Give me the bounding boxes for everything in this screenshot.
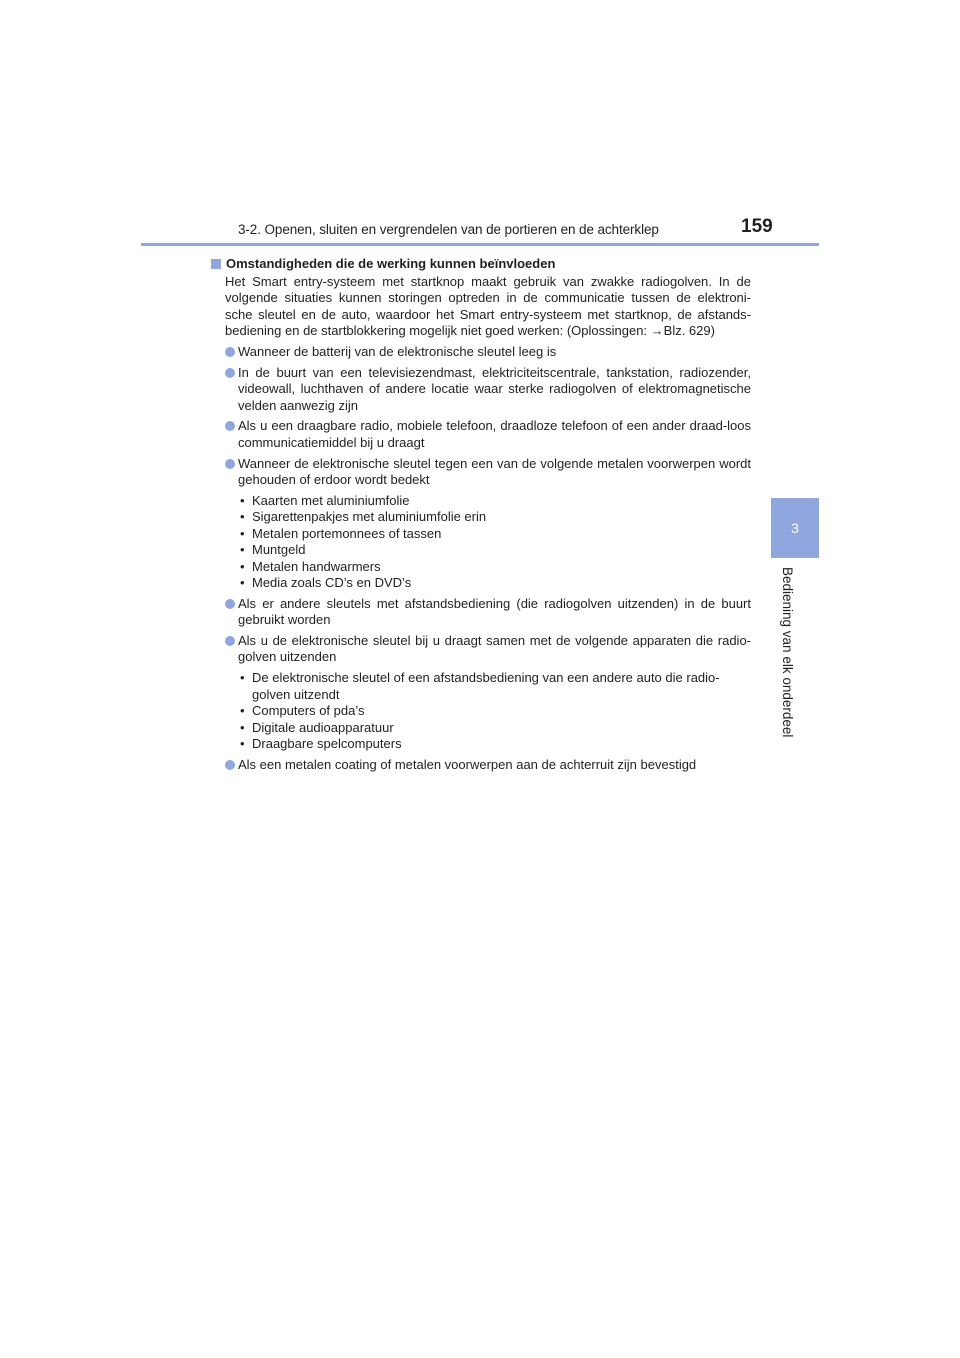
condition-list xyxy=(209,344,751,773)
running-header: 3-2. Openen, sluiten en vergrendelen van de portieren en de achterklep xyxy=(238,222,659,237)
bullet-circle-icon xyxy=(225,459,235,469)
bullet-circle-icon xyxy=(225,368,235,378)
list-item-text: Als u de elektronische sleutel bij u draagt samen met de volgende apparaten die radio-golven uitzenden xyxy=(238,633,751,665)
list-item xyxy=(209,365,751,414)
sub-list-item xyxy=(238,720,751,736)
sub-list-item-text: De elektronische sleutel of een afstandsbediening van een andere auto die radio-golven uitzendt xyxy=(252,670,720,702)
sub-list-item xyxy=(238,575,751,591)
chapter-side-label: Bediening van elk onderdeel xyxy=(780,567,795,738)
list-item xyxy=(209,596,751,629)
dot-icon: • xyxy=(240,575,245,591)
sub-list-item-text: Muntgeld xyxy=(252,542,306,558)
list-item xyxy=(209,456,751,592)
list-item xyxy=(209,757,751,773)
page-content xyxy=(209,255,751,773)
intro-line: Het Smart entry-systeem met startknop maakt gebruik van zwakke radiogolven. In de xyxy=(225,274,751,289)
sub-list-item xyxy=(238,703,751,719)
header-divider xyxy=(141,243,819,246)
dot-icon: • xyxy=(240,493,245,509)
sub-list-item-text: Computers of pda’s xyxy=(252,703,365,719)
dot-icon: • xyxy=(240,670,245,686)
sub-list-item-text: Digitale audioapparatuur xyxy=(252,719,394,735)
intro-line: volgende situaties kunnen storingen optreden in de communicatie tussen de elektroni- xyxy=(225,290,751,306)
sub-list-item xyxy=(238,493,751,509)
chapter-tab xyxy=(771,498,819,558)
intro-line: sche sleutel en de auto, waardoor het Smart entry-systeem met startknop, de afstands- xyxy=(225,306,751,322)
bullet-circle-icon xyxy=(225,421,235,431)
bullet-circle-icon xyxy=(225,347,235,357)
list-item xyxy=(209,633,751,752)
list-item xyxy=(209,418,751,451)
square-icon xyxy=(211,259,221,269)
sub-list xyxy=(238,493,751,591)
list-item-text: Als er andere sleutels met afstandsbediening (die radiogolven uitzenden) in de buurt gebruikt worden xyxy=(238,595,751,628)
section-heading xyxy=(209,255,751,273)
sub-list-item-text: Metalen handwarmers xyxy=(252,558,381,574)
list-item-text: Als een metalen coating of metalen voorwerpen aan de achterruit zijn bevestigd xyxy=(238,756,697,772)
list-item-text: In de buurt van een televisiezendmast, elektriciteitscentrale, tankstation, radiozender, videowall, luchthaven of andere locatie waar sterke radiogolven of elektromagnetische velden aanwezig zijn xyxy=(238,364,751,413)
sub-list-item xyxy=(238,736,751,752)
dot-icon: • xyxy=(240,558,245,574)
list-item-text: Wanneer de batterij van de elektronische sleutel leeg is xyxy=(238,344,557,360)
section-heading-text: Omstandigheden die de werking kunnen beïnvloeden xyxy=(226,255,556,271)
bullet-circle-icon xyxy=(225,760,235,770)
list-item xyxy=(209,344,751,360)
list-item-text: Wanneer de elektronische sleutel tegen een van de volgende metalen voorwerpen wordt gehouden of erdoor wordt bedekt xyxy=(238,455,751,488)
list-item-text: Als u een draagbare radio, mobiele telefoon, draadloze telefoon of een ander draad-loos communicatiemiddel bij u draagt xyxy=(238,418,751,450)
intro-line: bediening en de startblokkering mogelijk niet goed werken: (Oplossingen: →Blz. 629) xyxy=(225,323,715,339)
sub-list-item-text: Sigarettenpakjes met aluminiumfolie erin xyxy=(252,509,487,525)
dot-icon: • xyxy=(240,703,245,719)
sub-list-item xyxy=(238,559,751,575)
sub-list-item-text: Kaarten met aluminiumfolie xyxy=(252,493,410,509)
chapter-number: 3 xyxy=(791,520,799,536)
sub-list-item xyxy=(238,542,751,558)
sub-list-item xyxy=(238,509,751,525)
sub-list xyxy=(238,670,751,752)
dot-icon: • xyxy=(240,525,245,541)
sub-list-item xyxy=(238,670,751,703)
sub-list-item xyxy=(238,526,751,542)
sub-list-item-text: Metalen portemonnees of tassen xyxy=(252,525,442,541)
bullet-circle-icon xyxy=(225,599,235,609)
sub-list-item-text: Media zoals CD’s en DVD’s xyxy=(252,575,412,591)
bullet-circle-icon xyxy=(225,636,235,646)
dot-icon: • xyxy=(240,542,245,558)
dot-icon: • xyxy=(240,509,245,525)
sub-list-item-text: Draagbare spelcomputers xyxy=(252,736,402,752)
intro-paragraph xyxy=(225,274,751,340)
page-number: 159 xyxy=(741,216,773,237)
dot-icon: • xyxy=(240,719,245,735)
dot-icon: • xyxy=(240,736,245,752)
